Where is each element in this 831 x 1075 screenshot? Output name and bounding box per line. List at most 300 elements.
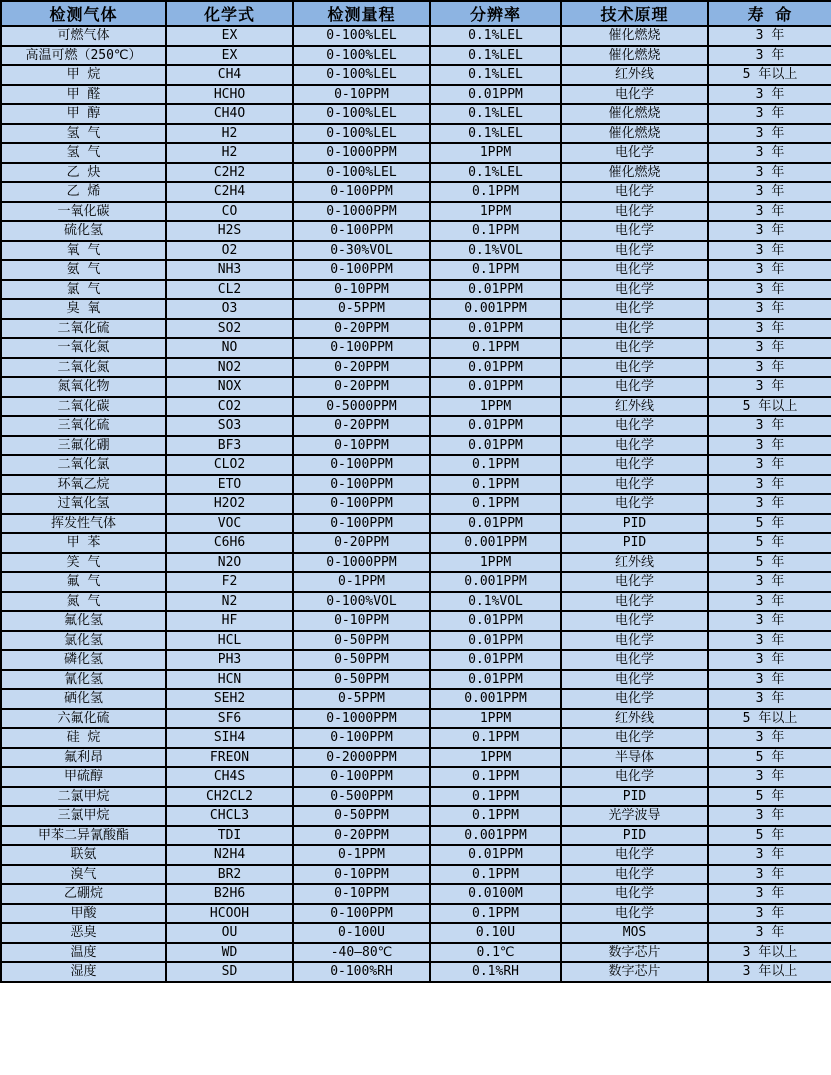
table-cell: 3 年: [708, 806, 831, 826]
table-row: [1, 962, 831, 982]
table-cell: HCL: [166, 631, 293, 651]
table-cell: 电化学: [561, 143, 708, 163]
table-cell: 3 年: [708, 904, 831, 924]
table-cell: 0.1%VOL: [430, 592, 561, 612]
table-cell: 0.1PPM: [430, 787, 561, 807]
table-cell: 甲 醛: [1, 85, 166, 105]
table-cell: 电化学: [561, 767, 708, 787]
table-cell: 0.1PPM: [430, 767, 561, 787]
table-row: [1, 241, 831, 261]
table-row: [1, 943, 831, 963]
table-cell: 3 年: [708, 202, 831, 222]
table-cell: 3 年: [708, 299, 831, 319]
table-cell: 氯 气: [1, 280, 166, 300]
table-cell: 0-10PPM: [293, 611, 430, 631]
table-cell: PID: [561, 533, 708, 553]
table-cell: 甲酸: [1, 904, 166, 924]
table-cell: F2: [166, 572, 293, 592]
table-cell: 氮 气: [1, 592, 166, 612]
table-cell: 5 年: [708, 787, 831, 807]
table-cell: 0-100%LEL: [293, 163, 430, 183]
table-row: [1, 904, 831, 924]
table-cell: 氯化氢: [1, 631, 166, 651]
table-cell: 3 年: [708, 416, 831, 436]
table-row: [1, 338, 831, 358]
table-cell: 可燃气体: [1, 26, 166, 46]
table-cell: 红外线: [561, 397, 708, 417]
table-cell: 0.1PPM: [430, 182, 561, 202]
table-cell: 0.01PPM: [430, 319, 561, 339]
table-cell: EX: [166, 26, 293, 46]
table-cell: 电化学: [561, 221, 708, 241]
table-cell: WD: [166, 943, 293, 963]
table-cell: 0-1000PPM: [293, 143, 430, 163]
table-cell: 一氧化氮: [1, 338, 166, 358]
table-cell: 0-100PPM: [293, 455, 430, 475]
table-cell: FREON: [166, 748, 293, 768]
table-cell: VOC: [166, 514, 293, 534]
table-cell: 0-1PPM: [293, 572, 430, 592]
table-cell: 臭 氧: [1, 299, 166, 319]
table-cell: 0-5PPM: [293, 689, 430, 709]
table-row: [1, 358, 831, 378]
table-cell: PID: [561, 787, 708, 807]
table-cell: HCN: [166, 670, 293, 690]
table-cell: 3 年: [708, 241, 831, 261]
table-cell: 0-20PPM: [293, 533, 430, 553]
table-cell: 3 年: [708, 182, 831, 202]
table-cell: 0.1PPM: [430, 904, 561, 924]
table-cell: 电化学: [561, 728, 708, 748]
table-cell: 0-20PPM: [293, 416, 430, 436]
table-row: [1, 533, 831, 553]
table-row: [1, 475, 831, 495]
table-cell: PID: [561, 514, 708, 534]
table-cell: 电化学: [561, 572, 708, 592]
table-cell: 二氧化氮: [1, 358, 166, 378]
table-cell: 一氧化碳: [1, 202, 166, 222]
table-cell: 电化学: [561, 377, 708, 397]
table-row: [1, 787, 831, 807]
table-cell: 0-100PPM: [293, 514, 430, 534]
table-cell: 0-100PPM: [293, 182, 430, 202]
table-cell: 5 年: [708, 553, 831, 573]
table-cell: 0.01PPM: [430, 611, 561, 631]
table-cell: 0.01PPM: [430, 514, 561, 534]
table-cell: 0.01PPM: [430, 416, 561, 436]
table-cell: 半导体: [561, 748, 708, 768]
table-cell: C2H4: [166, 182, 293, 202]
table-cell: 甲 烷: [1, 65, 166, 85]
table-cell: 3 年以上: [708, 943, 831, 963]
table-cell: TDI: [166, 826, 293, 846]
table-row: [1, 416, 831, 436]
table-cell: 氢 气: [1, 143, 166, 163]
table-cell: 0.1PPM: [430, 494, 561, 514]
table-row: [1, 767, 831, 787]
table-cell: 催化燃烧: [561, 26, 708, 46]
table-header: [1, 1, 831, 26]
table-cell: 3 年: [708, 611, 831, 631]
table-cell: EX: [166, 46, 293, 66]
table-cell: 0.10U: [430, 923, 561, 943]
table-cell: 1PPM: [430, 748, 561, 768]
table-cell: 电化学: [561, 416, 708, 436]
table-row: [1, 826, 831, 846]
table-cell: 3 年: [708, 436, 831, 456]
table-cell: 氧 气: [1, 241, 166, 261]
table-cell: NO2: [166, 358, 293, 378]
table-cell: 0.1%RH: [430, 962, 561, 982]
table-cell: H2: [166, 143, 293, 163]
table-cell: 0.1%LEL: [430, 65, 561, 85]
table-cell: 0-20PPM: [293, 358, 430, 378]
table-cell: -40—80℃: [293, 943, 430, 963]
table-cell: 5 年: [708, 533, 831, 553]
table-cell: 0-5PPM: [293, 299, 430, 319]
table-cell: 甲苯二异氰酸酯: [1, 826, 166, 846]
table-cell: 甲 苯: [1, 533, 166, 553]
table-cell: 0-10PPM: [293, 280, 430, 300]
table-cell: 0.01PPM: [430, 436, 561, 456]
table-cell: 温度: [1, 943, 166, 963]
table-cell: 0.001PPM: [430, 533, 561, 553]
table-cell: N2H4: [166, 845, 293, 865]
table-cell: 电化学: [561, 611, 708, 631]
table-cell: 0-1000PPM: [293, 202, 430, 222]
table-cell: 3 年: [708, 124, 831, 144]
table-row: [1, 806, 831, 826]
column-header: 检测量程: [293, 1, 430, 26]
table-cell: 0.01PPM: [430, 650, 561, 670]
table-cell: 电化学: [561, 865, 708, 885]
table-cell: PH3: [166, 650, 293, 670]
table-cell: B2H6: [166, 884, 293, 904]
table-cell: 红外线: [561, 65, 708, 85]
table-cell: 3 年: [708, 865, 831, 885]
table-row: [1, 163, 831, 183]
table-cell: 甲 醇: [1, 104, 166, 124]
table-cell: NO: [166, 338, 293, 358]
table-cell: 溴气: [1, 865, 166, 885]
table-row: [1, 494, 831, 514]
table-cell: 过氧化氢: [1, 494, 166, 514]
table-cell: 0-100PPM: [293, 475, 430, 495]
table-cell: 氟利昂: [1, 748, 166, 768]
table-cell: 电化学: [561, 319, 708, 339]
table-cell: 0.01PPM: [430, 358, 561, 378]
table-cell: 3 年: [708, 46, 831, 66]
table-row: [1, 592, 831, 612]
table-cell: 0-100PPM: [293, 904, 430, 924]
table-cell: CH4O: [166, 104, 293, 124]
table-cell: N2O: [166, 553, 293, 573]
table-cell: 电化学: [561, 85, 708, 105]
table-cell: SD: [166, 962, 293, 982]
table-cell: 0-20PPM: [293, 319, 430, 339]
table-cell: 0.1PPM: [430, 475, 561, 495]
table-cell: 电化学: [561, 689, 708, 709]
table-row: [1, 26, 831, 46]
table-row: [1, 748, 831, 768]
column-header: 检测气体: [1, 1, 166, 26]
table-row: [1, 124, 831, 144]
table-cell: 二氧化硫: [1, 319, 166, 339]
table-cell: C2H2: [166, 163, 293, 183]
table-cell: SF6: [166, 709, 293, 729]
table-cell: 0-50PPM: [293, 670, 430, 690]
table-cell: 氮氧化物: [1, 377, 166, 397]
table-cell: 二氧化氯: [1, 455, 166, 475]
table-cell: 数字芯片: [561, 943, 708, 963]
table-cell: 1PPM: [430, 143, 561, 163]
table-cell: 氟化氢: [1, 611, 166, 631]
table-cell: 数字芯片: [561, 962, 708, 982]
table-cell: H2O2: [166, 494, 293, 514]
table-cell: NH3: [166, 260, 293, 280]
table-cell: NOX: [166, 377, 293, 397]
table-cell: 0.01PPM: [430, 280, 561, 300]
table-cell: 三氯甲烷: [1, 806, 166, 826]
table-cell: 3 年: [708, 475, 831, 495]
table-cell: 电化学: [561, 650, 708, 670]
table-cell: 0-100PPM: [293, 260, 430, 280]
table-cell: 3 年: [708, 260, 831, 280]
table-cell: 电化学: [561, 299, 708, 319]
table-cell: 3 年: [708, 221, 831, 241]
table-cell: 电化学: [561, 475, 708, 495]
table-cell: CH4S: [166, 767, 293, 787]
table-cell: 0.1%LEL: [430, 163, 561, 183]
table-cell: 3 年: [708, 104, 831, 124]
table-cell: 3 年: [708, 338, 831, 358]
table-cell: CL2: [166, 280, 293, 300]
table-cell: 0-20PPM: [293, 377, 430, 397]
table-row: [1, 299, 831, 319]
table-cell: 3 年: [708, 280, 831, 300]
table-cell: 3 年: [708, 689, 831, 709]
column-header: 化学式: [166, 1, 293, 26]
table-row: [1, 85, 831, 105]
table-cell: 3 年: [708, 592, 831, 612]
table-cell: SO3: [166, 416, 293, 436]
table-cell: C6H6: [166, 533, 293, 553]
table-row: [1, 553, 831, 573]
table-cell: 乙 烯: [1, 182, 166, 202]
table-cell: MOS: [561, 923, 708, 943]
table-cell: 3 年: [708, 377, 831, 397]
table-cell: 0-100%LEL: [293, 26, 430, 46]
table-cell: 电化学: [561, 338, 708, 358]
table-cell: SEH2: [166, 689, 293, 709]
table-row: [1, 689, 831, 709]
table-cell: 电化学: [561, 494, 708, 514]
table-cell: 3 年: [708, 572, 831, 592]
table-cell: 催化燃烧: [561, 163, 708, 183]
table-cell: 5 年以上: [708, 65, 831, 85]
table-cell: 0-100PPM: [293, 494, 430, 514]
table-cell: 环氧乙烷: [1, 475, 166, 495]
table-cell: 3 年: [708, 143, 831, 163]
table-cell: PID: [561, 826, 708, 846]
table-cell: 0-100%LEL: [293, 104, 430, 124]
table-cell: 六氟化硫: [1, 709, 166, 729]
table-cell: 0-50PPM: [293, 631, 430, 651]
table-row: [1, 728, 831, 748]
table-row: [1, 46, 831, 66]
table-cell: 三氟化硼: [1, 436, 166, 456]
table-cell: 0.01PPM: [430, 85, 561, 105]
table-cell: 5 年: [708, 748, 831, 768]
table-cell: 0-50PPM: [293, 806, 430, 826]
table-cell: 催化燃烧: [561, 104, 708, 124]
table-row: [1, 845, 831, 865]
table-cell: 5 年以上: [708, 709, 831, 729]
table-cell: 0-100%VOL: [293, 592, 430, 612]
table-cell: BR2: [166, 865, 293, 885]
table-row: [1, 182, 831, 202]
table-cell: 0-20PPM: [293, 826, 430, 846]
table-cell: 0.1PPM: [430, 865, 561, 885]
table-cell: 0.1%LEL: [430, 46, 561, 66]
table-cell: 电化学: [561, 358, 708, 378]
table-cell: 电化学: [561, 182, 708, 202]
table-cell: 恶臭: [1, 923, 166, 943]
table-cell: 电化学: [561, 884, 708, 904]
table-cell: 电化学: [561, 592, 708, 612]
table-cell: H2: [166, 124, 293, 144]
table-cell: 0-50PPM: [293, 650, 430, 670]
table-cell: 三氧化硫: [1, 416, 166, 436]
table-cell: 电化学: [561, 631, 708, 651]
table-cell: CO: [166, 202, 293, 222]
table-cell: 0.001PPM: [430, 826, 561, 846]
table-cell: 3 年以上: [708, 962, 831, 982]
table-cell: CLO2: [166, 455, 293, 475]
table-cell: 红外线: [561, 553, 708, 573]
table-cell: 0-100%LEL: [293, 46, 430, 66]
table-row: [1, 923, 831, 943]
table-cell: OU: [166, 923, 293, 943]
table-row: [1, 143, 831, 163]
table-cell: 挥发性气体: [1, 514, 166, 534]
table-cell: 3 年: [708, 845, 831, 865]
table-cell: 硫化氢: [1, 221, 166, 241]
table-cell: 0-100PPM: [293, 728, 430, 748]
table-cell: ETO: [166, 475, 293, 495]
table-cell: 0-100%LEL: [293, 65, 430, 85]
table-cell: 氰化氢: [1, 670, 166, 690]
table-cell: H2S: [166, 221, 293, 241]
table-cell: 氢 气: [1, 124, 166, 144]
table-cell: SO2: [166, 319, 293, 339]
table-cell: 0-100PPM: [293, 221, 430, 241]
table-cell: 3 年: [708, 923, 831, 943]
table-cell: 0.1PPM: [430, 806, 561, 826]
table-cell: 0.1℃: [430, 943, 561, 963]
table-cell: 电化学: [561, 845, 708, 865]
table-row: [1, 514, 831, 534]
table-cell: 0.1PPM: [430, 260, 561, 280]
table-row: [1, 280, 831, 300]
table-cell: CH4: [166, 65, 293, 85]
table-cell: 0-500PPM: [293, 787, 430, 807]
table-cell: 0.01PPM: [430, 670, 561, 690]
table-cell: 电化学: [561, 670, 708, 690]
table-cell: 3 年: [708, 319, 831, 339]
table-cell: BF3: [166, 436, 293, 456]
table-row: [1, 709, 831, 729]
table-row: [1, 202, 831, 222]
table-cell: 氟 气: [1, 572, 166, 592]
table-row: [1, 631, 831, 651]
table-cell: 0-1000PPM: [293, 553, 430, 573]
table-cell: CH2CL2: [166, 787, 293, 807]
table-row: [1, 884, 831, 904]
table-cell: 0.1PPM: [430, 728, 561, 748]
table-cell: 光学波导: [561, 806, 708, 826]
table-cell: 0.0100M: [430, 884, 561, 904]
column-header: 寿 命: [708, 1, 831, 26]
table-cell: HF: [166, 611, 293, 631]
table-cell: O2: [166, 241, 293, 261]
table-cell: 红外线: [561, 709, 708, 729]
table-cell: 0-5000PPM: [293, 397, 430, 417]
table-cell: 0-1PPM: [293, 845, 430, 865]
table-cell: 0-10PPM: [293, 884, 430, 904]
column-header: 分辨率: [430, 1, 561, 26]
table-cell: 1PPM: [430, 397, 561, 417]
table-cell: 0.1PPM: [430, 455, 561, 475]
table-cell: 0-100%LEL: [293, 124, 430, 144]
table-cell: 3 年: [708, 884, 831, 904]
table-cell: 催化燃烧: [561, 124, 708, 144]
table-cell: 0.01PPM: [430, 377, 561, 397]
table-cell: 二氧化碳: [1, 397, 166, 417]
table-cell: 3 年: [708, 767, 831, 787]
table-cell: 3 年: [708, 670, 831, 690]
table-cell: 0-10PPM: [293, 436, 430, 456]
table-cell: 湿度: [1, 962, 166, 982]
table-cell: 0-100PPM: [293, 338, 430, 358]
table-cell: 0.1%LEL: [430, 104, 561, 124]
table-cell: HCHO: [166, 85, 293, 105]
header-row: [1, 1, 831, 26]
table-cell: 3 年: [708, 26, 831, 46]
table-row: [1, 221, 831, 241]
table-row: [1, 650, 831, 670]
column-header: 技术原理: [561, 1, 708, 26]
table-cell: 0-2000PPM: [293, 748, 430, 768]
table-body: [1, 26, 831, 982]
table-row: [1, 319, 831, 339]
table-cell: 3 年: [708, 455, 831, 475]
table-cell: 3 年: [708, 650, 831, 670]
table-cell: 1PPM: [430, 709, 561, 729]
table-cell: 0-100PPM: [293, 767, 430, 787]
table-cell: 乙硼烷: [1, 884, 166, 904]
table-cell: 氨 气: [1, 260, 166, 280]
table-cell: 乙 炔: [1, 163, 166, 183]
table-cell: 5 年: [708, 826, 831, 846]
table-cell: O3: [166, 299, 293, 319]
table-cell: 1PPM: [430, 553, 561, 573]
table-cell: 0-100U: [293, 923, 430, 943]
table-row: [1, 611, 831, 631]
table-cell: 3 年: [708, 728, 831, 748]
table-cell: 电化学: [561, 202, 708, 222]
table-row: [1, 865, 831, 885]
